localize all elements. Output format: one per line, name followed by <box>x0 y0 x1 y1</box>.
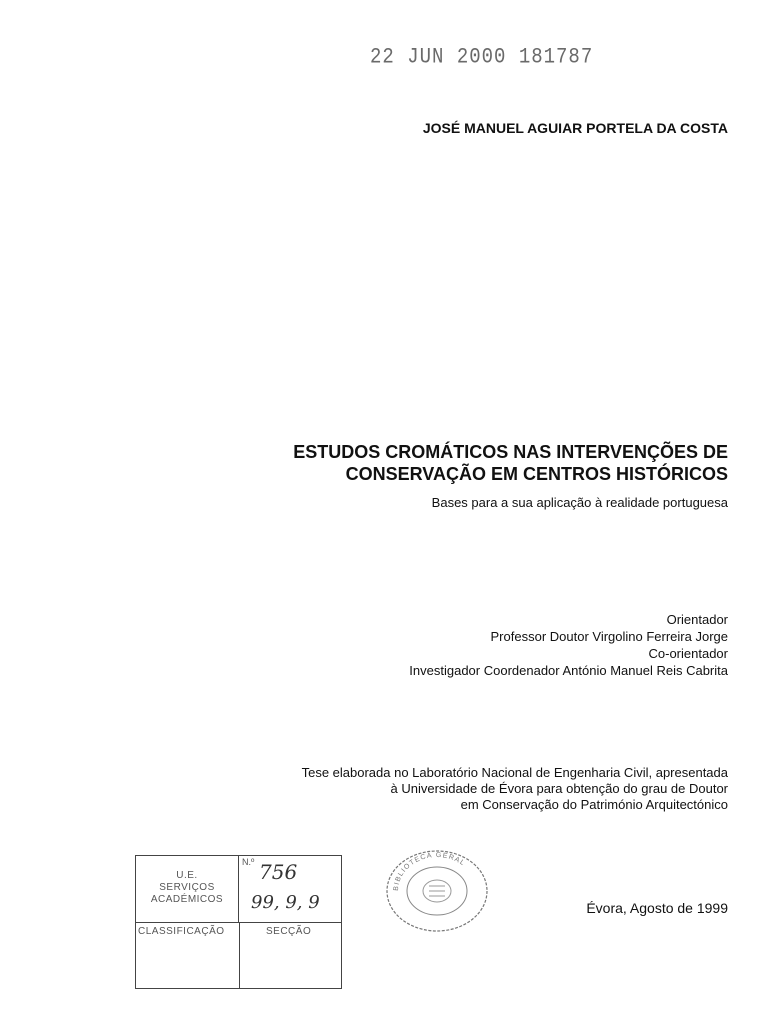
registration-line-1: U.E. <box>176 870 198 881</box>
thesis-statement <box>302 765 728 813</box>
author-name: JOSÉ MANUEL AGUIAR PORTELA DA COSTA <box>422 120 728 136</box>
registration-divider-vertical <box>239 922 240 988</box>
registration-date-value: 99, 9, 9 <box>251 892 320 913</box>
thesis-title <box>293 441 728 485</box>
thesis-subtitle: Bases para a sua aplicação à realidade portuguesa <box>431 495 728 510</box>
coorientador-name: Investigador Coordenador António Manuel Reis Cabrita <box>409 663 728 678</box>
title-line-1: ESTUDOS CROMÁTICOS NAS INTERVENÇÕES DE <box>293 442 728 462</box>
coorientador-label: Co-orientador <box>648 646 728 661</box>
thesis-line-1: Tese elaborada no Laboratório Nacional de Engenharia Civil, apresentada <box>301 765 728 780</box>
registration-line-3: ACADÉMICOS <box>150 894 224 905</box>
advisors-block <box>409 611 728 679</box>
receipt-stamp: 22 JUN 2000 181787 <box>370 44 594 70</box>
thesis-line-3: em Conservação do Património Arquitectónico <box>460 797 728 812</box>
orientador-name: Professor Doutor Virgolino Ferreira Jorge <box>490 629 728 644</box>
library-seal-icon <box>384 848 490 934</box>
registration-number-cell <box>239 856 341 922</box>
registration-number-value: 756 <box>259 860 298 884</box>
seal-text: BIBLIOTECA GERAL <box>392 851 467 892</box>
classification-label: CLASSIFICAÇÃO <box>138 926 225 937</box>
registration-number-label: N.º <box>242 857 255 867</box>
thesis-line-2: à Universidade de Évora para obtenção do grau de Doutor <box>390 781 728 796</box>
registration-line-2: SERVIÇOS <box>159 882 215 893</box>
orientador-label: Orientador <box>666 612 728 627</box>
registration-stamp <box>135 855 342 989</box>
registration-office <box>136 856 239 922</box>
title-line-2: CONSERVAÇÃO EM CENTROS HISTÓRICOS <box>345 464 728 484</box>
section-label: SECÇÃO <box>266 926 312 937</box>
place-date: Évora, Agosto de 1999 <box>586 900 728 916</box>
